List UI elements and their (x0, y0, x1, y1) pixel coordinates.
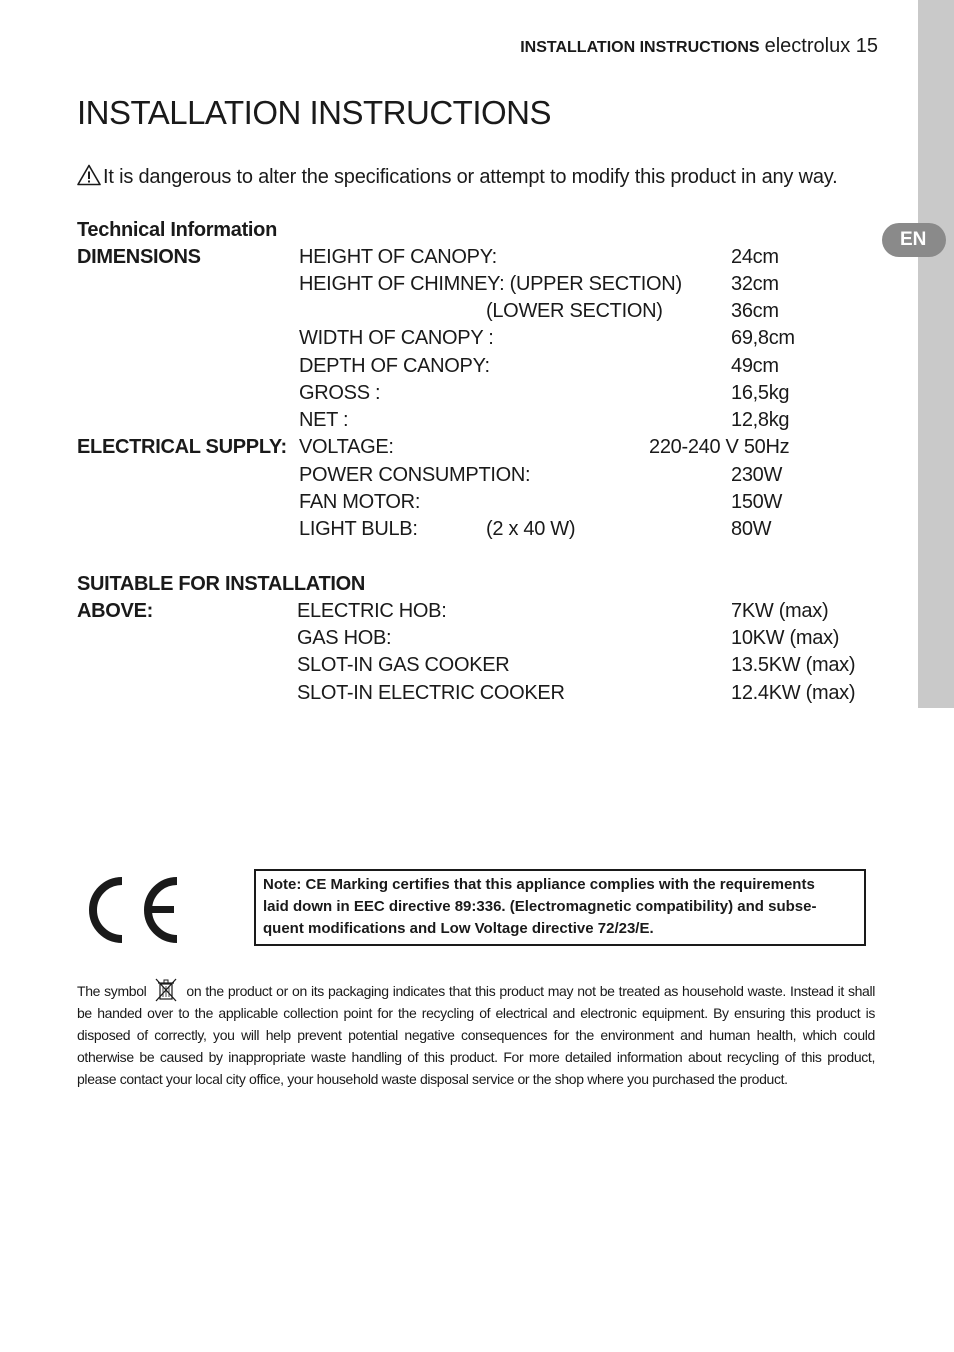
crossed-out-bin-icon (150, 978, 182, 1002)
electrical-label: ELECTRICAL SUPPLY: (77, 436, 287, 458)
page-title: INSTALLATION INSTRUCTIONS (77, 94, 551, 131)
side-tab (918, 0, 954, 708)
spec-name: SLOT-IN ELECTRIC COOKER (297, 682, 565, 704)
spec-value: 10KW (max) (731, 627, 840, 649)
language-badge: EN (882, 223, 946, 257)
dimensions-label: DIMENSIONS (77, 246, 201, 268)
spec-value: 13.5KW (max) (731, 654, 856, 676)
note-line: quent modifications and Low Voltage directive 72/23/E. (263, 920, 654, 937)
running-header (520, 35, 878, 58)
spec-name: HEIGHT OF CANOPY: (299, 246, 497, 268)
suitable-label-above: ABOVE: (77, 600, 153, 622)
ce-note-box (254, 869, 866, 946)
spec-value: 32cm (731, 273, 779, 295)
spec-value: 49cm (731, 355, 779, 377)
spec-name: GAS HOB: (297, 627, 392, 649)
warning-text: It is dangerous to alter the specifications or attempt to modify this product in any way. (103, 166, 838, 188)
spec-name: HEIGHT OF CHIMNEY: (UPPER SECTION) (299, 273, 682, 295)
spec-value: 7KW (max) (731, 600, 829, 622)
spec-value: 12.4KW (max) (731, 682, 856, 704)
spec-name: GROSS : (299, 382, 381, 404)
recycling-text-start: The symbol (77, 983, 147, 999)
header-brand-page: electrolux 15 (764, 35, 878, 57)
note-line: Note: CE Marking certifies that this appliance complies with the requirements (263, 876, 815, 893)
spec-name: DEPTH OF CANOPY: (299, 355, 490, 377)
spec-name: WIDTH OF CANOPY : (299, 327, 494, 349)
spec-value: 12,8kg (731, 409, 790, 431)
spec-name: SLOT-IN GAS COOKER (297, 654, 510, 676)
note-line: laid down in EEC directive 89:336. (Electromagnetic compatibility) and subse- (263, 898, 817, 915)
spec-value: 220-240 V 50Hz (649, 436, 790, 458)
recycling-paragraph (77, 978, 875, 1090)
spec-name: NET : (299, 409, 349, 431)
ce-mark-icon (86, 875, 182, 945)
warning-line (77, 164, 837, 189)
spec-value: 24cm (731, 246, 779, 268)
recycling-text: on the product or on its packaging indicates that this product may not be treated as household waste. Instead it shall be handed over to the applicable collection point for the recycling of electrical and electronic equipment. By ensuring this product is disposed of correctly, you will help prevent potential negative consequences for the environment and human health, which could otherwise be caused by inappropriate waste handling of this product. For more detailed information about recycling of this product, please contact your local city office, your household waste disposal service or the shop where you purchased the product. (77, 983, 876, 1087)
spec-name: POWER CONSUMPTION: (299, 464, 531, 486)
spec-value: 36cm (731, 300, 779, 322)
spec-value: 16,5kg (731, 382, 790, 404)
spec-name: FAN MOTOR: (299, 491, 421, 513)
tech-heading: Technical Information (77, 219, 278, 241)
spec-value: 69,8cm (731, 327, 795, 349)
suitable-label: SUITABLE FOR INSTALLATION (77, 573, 366, 595)
warning-triangle-icon (77, 164, 101, 186)
header-section: INSTALLATION INSTRUCTIONS (520, 39, 760, 56)
spec-extra: (2 x 40 W) (486, 518, 576, 540)
spec-name: ELECTRIC HOB: (297, 600, 447, 622)
spec-name: VOLTAGE: (299, 436, 394, 458)
spec-name: (LOWER SECTION) (486, 300, 663, 322)
spec-value: 150W (731, 491, 783, 513)
spec-name: LIGHT BULB: (299, 518, 418, 540)
spec-value: 230W (731, 464, 783, 486)
spec-value: 80W (731, 518, 772, 540)
